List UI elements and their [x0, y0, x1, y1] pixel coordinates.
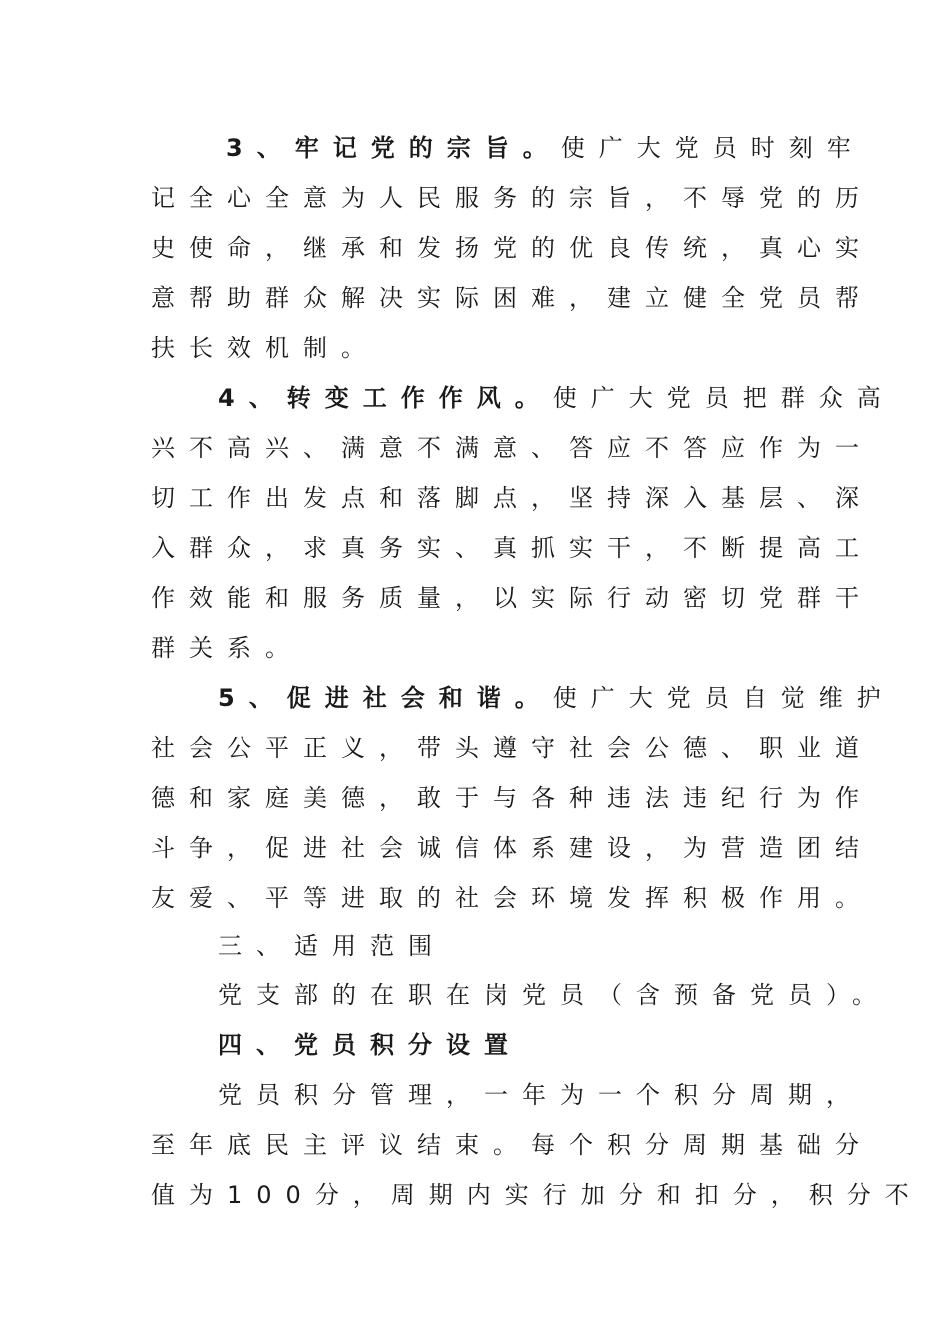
paragraph-4-line-1: 4、转变工作作风。使广大党员把群众高 — [218, 384, 895, 412]
paragraph-3-line-3: 史使命，继承和发扬党的优良传统，真心实 — [151, 234, 873, 262]
paragraph-5-line-4: 斗争，促进社会诚信体系建设，为营造团结 — [151, 834, 873, 862]
paragraph-4-line-6: 群关系。 — [151, 634, 303, 662]
paragraph-4-line-3: 切工作出发点和落脚点，坚持深入基层、深 — [151, 484, 873, 512]
paragraph-3-line-5: 扶长效机制。 — [151, 334, 379, 362]
paragraph-5-line-2: 社会公平正义，带头遵守社会公德、职业道 — [151, 734, 873, 762]
paragraph-5-line-5: 友爱、平等进取的社会环境发挥积极作用。 — [151, 884, 873, 912]
paragraph-3-line-2: 记全心全意为人民服务的宗旨，不辱党的历 — [151, 184, 873, 212]
paragraph-5-line-3: 德和家庭美德，敢于与各种违法违纪行为作 — [151, 784, 873, 812]
paragraph-5-line-1: 5、促进社会和谐。使广大党员自觉维护 — [218, 684, 895, 712]
paragraph-4-line-4: 入群众，求真务实、真抓实干，不断提高工 — [151, 534, 873, 562]
heading-inline: 5、促进社会和谐。 — [218, 684, 553, 712]
scope-text: 党支部的在职在岗党员（含预备党员）。 — [218, 981, 890, 1009]
points-paragraph-line-2: 至年底民主评议结束。每个积分周期基础分 — [151, 1131, 873, 1159]
paragraph-3-line-4: 意帮助群众解决实际困难，建立健全党员帮 — [151, 284, 873, 312]
section-heading-points — [218, 1020, 801, 1070]
points-paragraph-line-1: 党员积分管理，一年为一个积分周期， — [218, 1081, 864, 1109]
paragraph-4-line-2: 兴不高兴、满意不满意、答应不答应作为一 — [151, 434, 873, 462]
heading-inline: 4、转变工作作风。 — [218, 384, 553, 412]
section-heading-scope: 三、适用范围 — [218, 932, 446, 960]
heading-inline: 3、牢记党的宗旨。 — [226, 134, 561, 162]
heading-inline: 四、党员积分设置 — [218, 1031, 522, 1059]
paragraph-4-line-5: 作效能和服务质量，以实际行动密切党群干 — [151, 584, 873, 612]
paragraph-3-line-1: 3、牢记党的宗旨。使广大党员时刻牢 — [226, 134, 865, 162]
points-paragraph-line-3: 值为100分，周期内实行加分和扣分，积分不 — [151, 1181, 923, 1209]
